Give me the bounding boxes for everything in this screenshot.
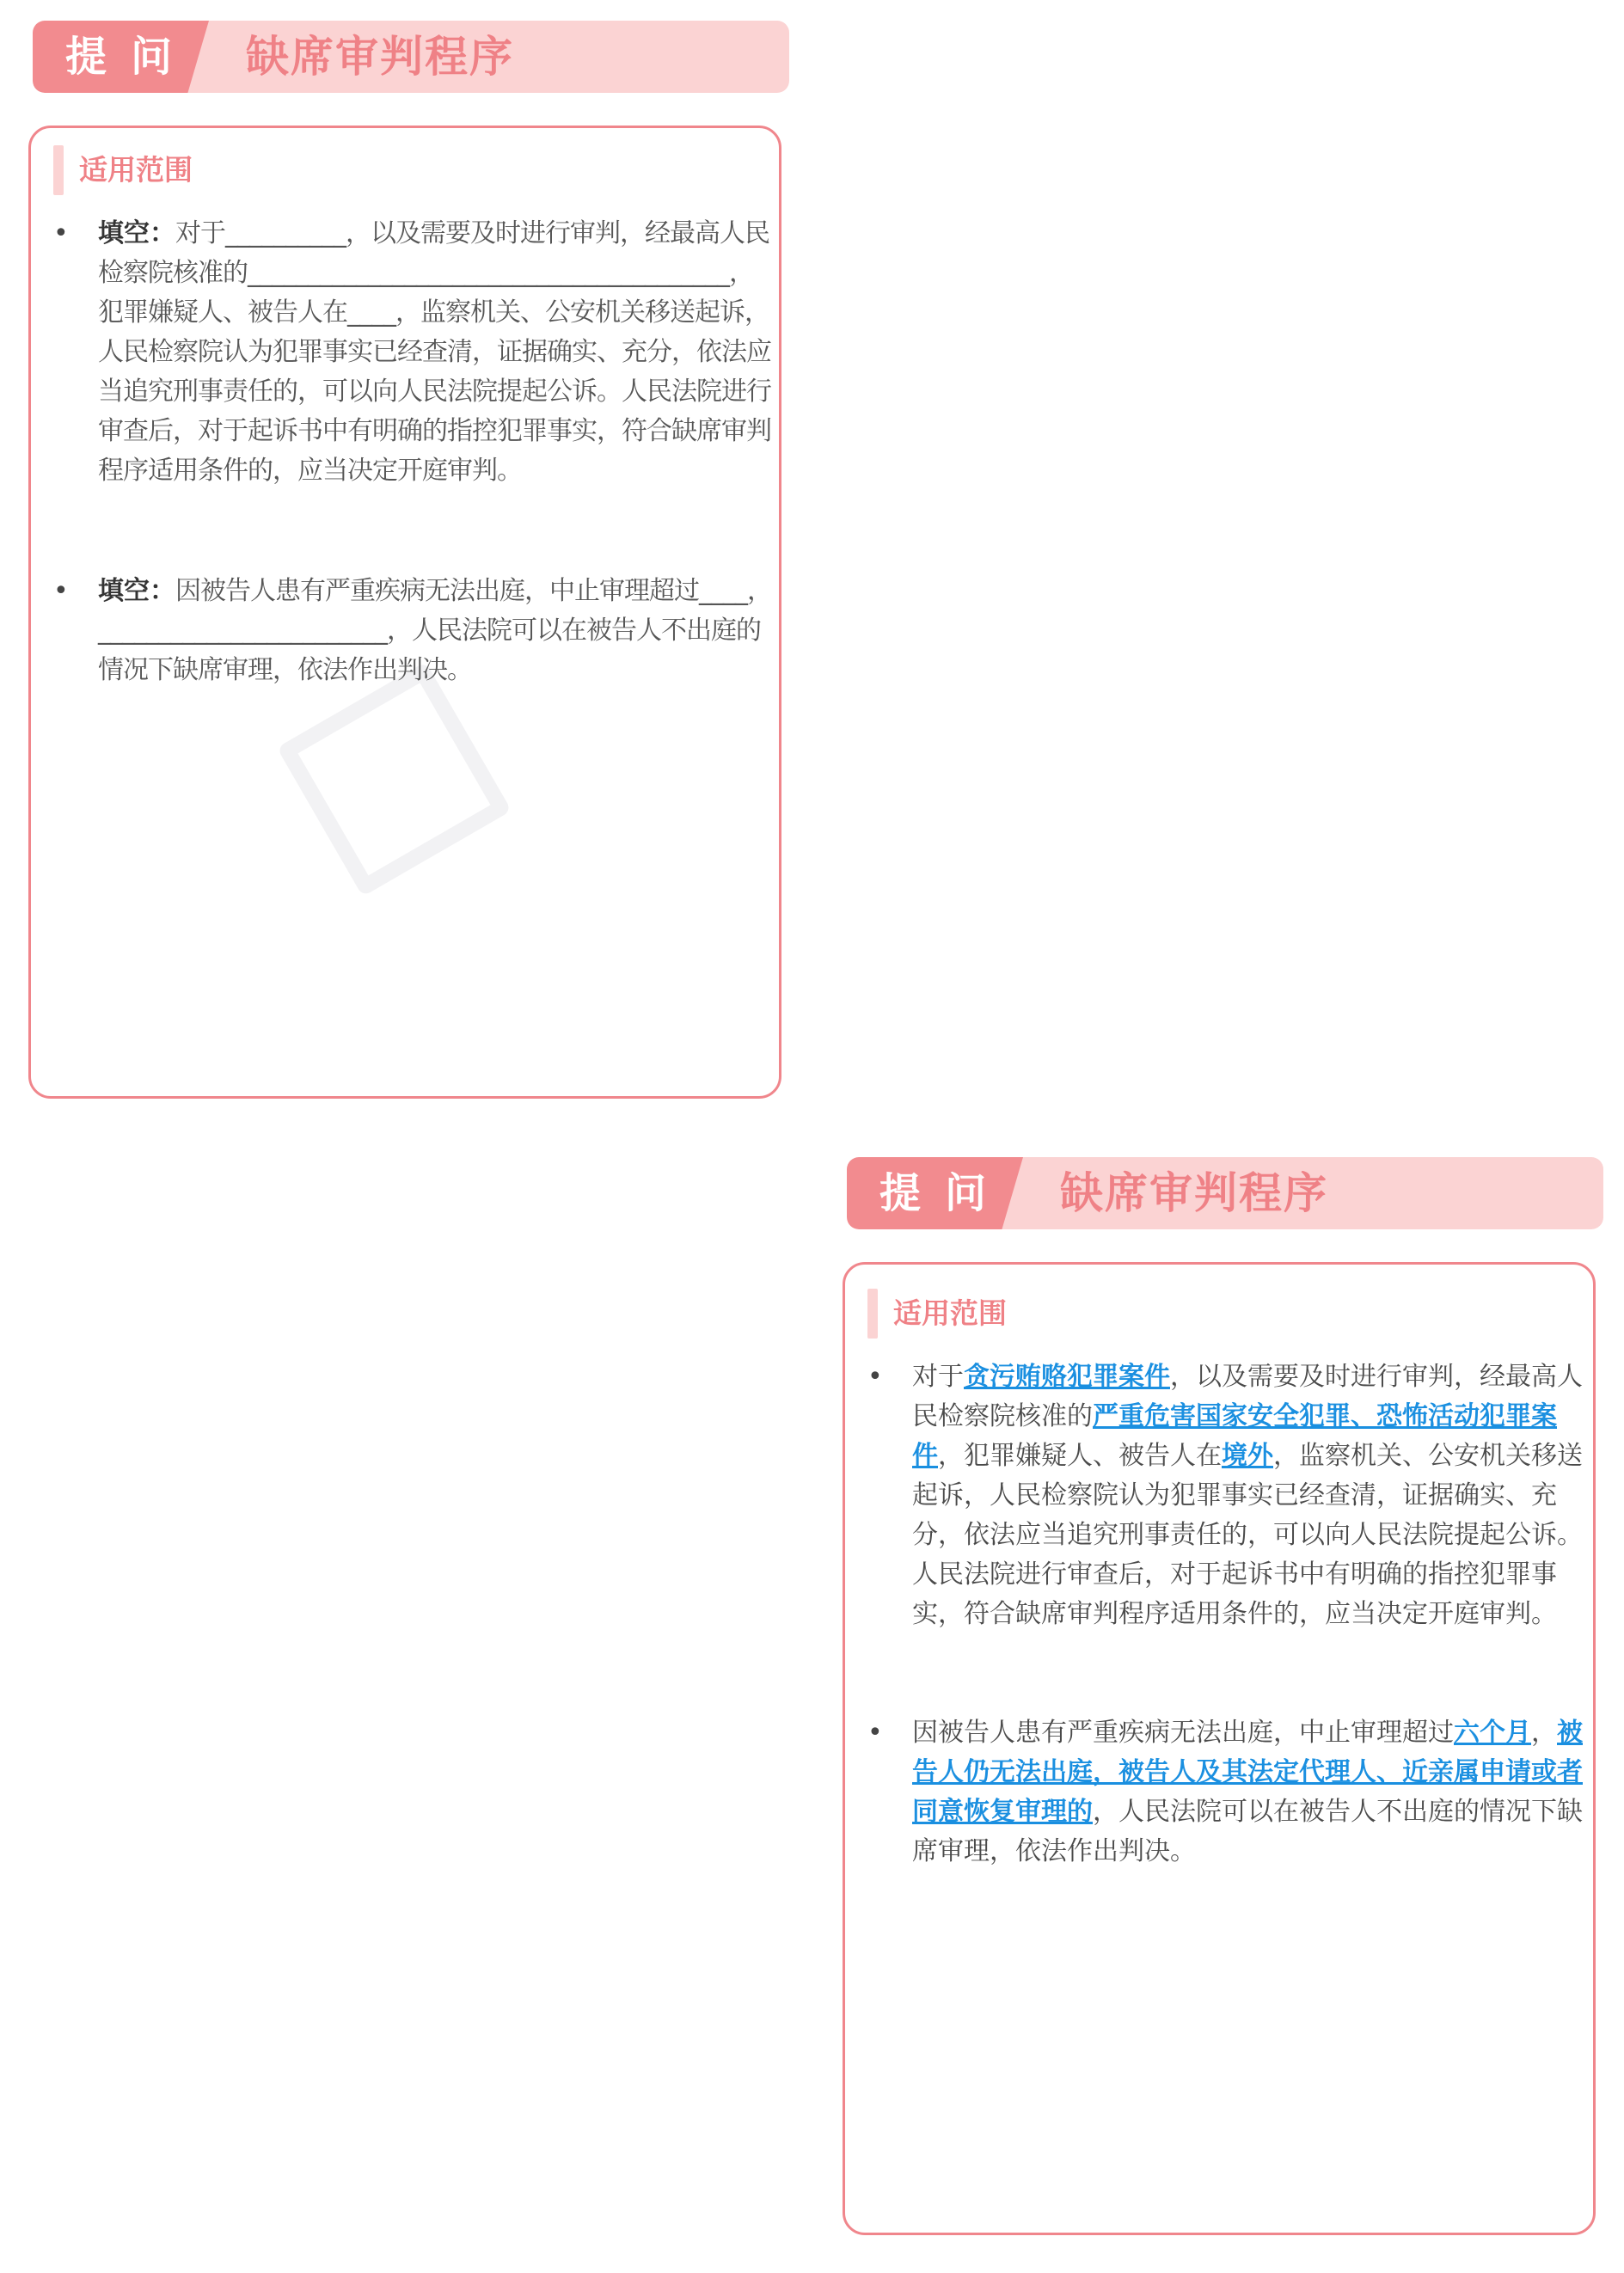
- item-text: ，人民法院可以在被告人不出庭的情况下缺席审理，依法作出判决。: [912, 1797, 1583, 1866]
- item-text: ，犯罪嫌疑人、被告人在: [938, 1441, 1222, 1471]
- section-title: 适用范围: [893, 1296, 1007, 1330]
- section-title: 适用范围: [79, 153, 193, 187]
- header-bar: [33, 21, 789, 93]
- header-tag-text: 提问: [879, 1169, 1011, 1217]
- fill-blank-item-2: [98, 572, 773, 690]
- section-accent-bar: [53, 145, 64, 195]
- header-title: 缺席审判程序: [246, 32, 514, 82]
- item-label: 填空：: [98, 218, 175, 248]
- answer-text: 境外: [1222, 1441, 1273, 1471]
- item-text: 因被告人患有严重疾病无法出庭，中止审理超过____，________________________，人民法院可以在被告人不出庭的情况下缺席审理，依法作出判决。: [98, 576, 772, 685]
- item-text: ，: [1531, 1718, 1557, 1748]
- answer-text: 严重危害国家安全犯罪、恐怖活动犯罪案件: [912, 1401, 1557, 1471]
- question-card: [28, 126, 781, 1099]
- right-panel: [843, 1136, 1608, 2273]
- answer-text: 六个月: [1454, 1718, 1531, 1748]
- item-text: ，监察机关、公安机关移送起诉，人民检察院认为犯罪事实已经查清，证据确实、充分，依法应当追究刑事责任的，可以向人民法院提起公诉。人民法院进行审查后，对于起诉书中有明确的指控犯罪事实，符合缺席审判程序适用条件的，应当决定开庭审判。: [912, 1441, 1583, 1629]
- header-title: 缺席审判程序: [1060, 1168, 1328, 1218]
- bullet-icon: •: [867, 1718, 883, 1748]
- answer-card: [843, 1262, 1596, 2235]
- left-panel: [28, 0, 794, 1136]
- item-text: 对于: [912, 1362, 964, 1392]
- item-text: ，以及需要及时进行审判，经最高人民检察院核准的: [912, 1362, 1583, 1431]
- answer-item-1: [912, 1357, 1587, 1634]
- bullet-icon: •: [53, 218, 69, 248]
- item-text: 对于__________，以及需要及时进行审判，经最高人民检察院核准的________________________________________，犯罪嫌疑人、被告人在____，监察机关、公安机关移送起诉，人民检察院认为犯罪事实已经查清，证据确实、充分，依法应当追究刑事责任的，可以向人民法院提起公诉。人民法院进行审查后，对于起诉书中有明确的指控犯罪事实，符合缺席审判程序适用条件的，应当决定开庭审判。: [98, 218, 771, 486]
- bullet-icon: •: [53, 576, 69, 606]
- header-tag-text: 提问: [65, 33, 197, 81]
- answer-text: 贪污贿赂犯罪案件: [964, 1362, 1170, 1392]
- answer-item-2: [912, 1713, 1587, 1872]
- item-text: 因被告人患有严重疾病无法出庭，中止审理超过: [912, 1718, 1454, 1748]
- header-bar: [847, 1157, 1603, 1229]
- answer-text: 被告人仍无法出庭，被告人及其法定代理人、近亲属申请或者同意恢复审理的: [912, 1718, 1583, 1827]
- bullet-icon: •: [867, 1362, 883, 1392]
- item-label: 填空：: [98, 576, 175, 606]
- fill-blank-item-1: [98, 214, 773, 491]
- section-accent-bar: [867, 1289, 878, 1339]
